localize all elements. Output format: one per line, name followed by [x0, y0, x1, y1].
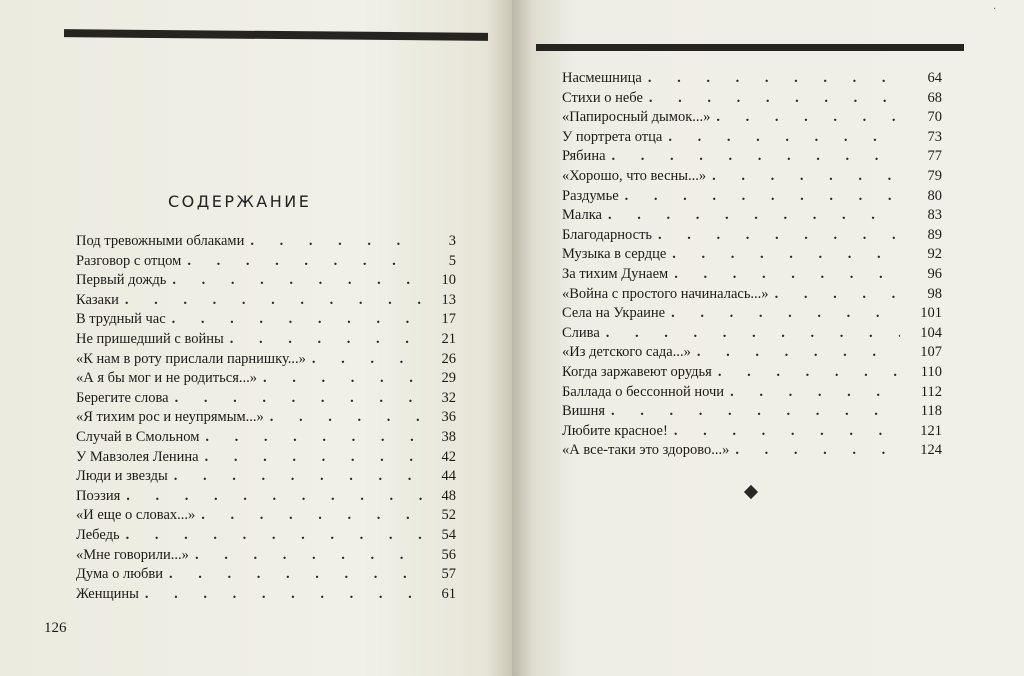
- dot-leader: [312, 350, 422, 370]
- dot-leader: [625, 187, 900, 207]
- toc-entry: [76, 546, 456, 566]
- toc-list-right: [562, 69, 942, 461]
- dot-leader: [606, 324, 900, 344]
- toc-entry-page: 92: [927, 246, 942, 263]
- toc-entry: [76, 310, 456, 330]
- toc-entry: [562, 128, 942, 148]
- contents-heading: СОДЕРЖАНИЕ: [168, 192, 312, 211]
- toc-entry-title: Вишня: [562, 403, 606, 420]
- toc-entry-title: Слива: [562, 324, 600, 341]
- toc-entry: [76, 487, 456, 507]
- dot-leader: [169, 565, 422, 585]
- toc-entry-title: «Мне говорили...»: [76, 546, 189, 563]
- toc-entry-title: «А я бы мог и не родиться...»: [76, 370, 257, 387]
- toc-entry-title: «А все-таки это здорово...»: [562, 442, 730, 459]
- toc-entry: [76, 506, 456, 526]
- dot-leader: [250, 232, 422, 252]
- toc-entry-title: Насмешница: [562, 70, 642, 86]
- toc-entry-title: Первый дождь: [76, 272, 167, 289]
- dot-leader: [270, 408, 422, 428]
- toc-entry-title: «Из детского сада...»: [562, 344, 691, 361]
- toc-entry-page: 80: [927, 187, 942, 204]
- toc-entry: [562, 265, 942, 285]
- toc-entry-page: 29: [441, 370, 456, 387]
- toc-entry: [76, 271, 456, 291]
- toc-entry-page: 124: [920, 442, 942, 459]
- toc-entry-page: 101: [920, 305, 942, 322]
- toc-entry-page: 73: [927, 128, 942, 145]
- toc-entry: [76, 565, 456, 585]
- dot-leader: [674, 265, 900, 285]
- dot-leader: [674, 422, 900, 442]
- dot-leader: [735, 441, 900, 461]
- toc-entry-page: 70: [927, 109, 942, 126]
- toc-entry-page: 32: [441, 389, 456, 406]
- paper-speck: ·: [993, 4, 997, 15]
- toc-entry-title: Когда заржавеют орудья: [562, 363, 712, 380]
- toc-entry-title: «Война с простого начиналась...»: [562, 285, 769, 302]
- toc-entry: [76, 252, 456, 272]
- toc-entry: [562, 167, 942, 187]
- dot-leader: [658, 226, 900, 246]
- toc-entry: [562, 363, 942, 383]
- toc-entry-title: Малка: [562, 207, 602, 224]
- toc-entry: [562, 147, 942, 167]
- toc-entry-page: 112: [920, 383, 942, 400]
- dot-leader: [126, 526, 422, 546]
- dot-leader: [718, 363, 900, 383]
- toc-entry-title: Стихи о небе: [562, 89, 643, 106]
- toc-entry: [562, 402, 942, 422]
- toc-entry-page: 110: [920, 363, 942, 380]
- toc-entry-page: 96: [927, 265, 942, 282]
- toc-entry-title: «К нам в роту прислали парнишку...»: [76, 350, 306, 367]
- toc-entry-title: Под тревожными облаками: [76, 233, 245, 249]
- dot-leader: [668, 128, 900, 148]
- toc-entry: [76, 389, 456, 409]
- toc-entry-page: 13: [441, 291, 456, 308]
- dot-leader: [775, 285, 900, 305]
- dot-leader: [263, 369, 422, 389]
- toc-entry-page: 89: [927, 226, 942, 243]
- dot-leader: [195, 546, 422, 566]
- toc-entry-title: Лебедь: [76, 526, 120, 543]
- toc-entry: [562, 285, 942, 305]
- toc-entry-title: Берегите слова: [76, 389, 169, 406]
- toc-entry-title: У портрета отца: [562, 128, 663, 145]
- toc-entry: [76, 526, 456, 546]
- dot-leader: [175, 389, 422, 409]
- toc-entry-title: За тихим Дунаем: [562, 265, 669, 282]
- dot-leader: [712, 167, 900, 187]
- toc-entry: [562, 108, 942, 128]
- dot-leader: [230, 330, 422, 350]
- toc-entry-title: Дума о любви: [76, 566, 164, 583]
- toc-entry-page: 44: [441, 468, 456, 485]
- dot-leader: [649, 89, 900, 109]
- right-page: [512, 0, 1024, 676]
- dot-leader: [201, 506, 422, 526]
- toc-entry-title: Случай в Смольном: [76, 428, 200, 445]
- dot-leader: [126, 487, 422, 507]
- toc-entry-title: «Папиросный дымок...»: [562, 109, 711, 126]
- dot-leader: [730, 383, 900, 403]
- toc-entry-page: 83: [927, 207, 942, 224]
- dot-leader: [145, 585, 422, 605]
- toc-entry: [76, 369, 456, 389]
- toc-entry: [562, 245, 942, 265]
- toc-entry-page: 52: [441, 507, 456, 524]
- toc-entry: [76, 585, 456, 605]
- toc-entry: [76, 428, 456, 448]
- toc-entry-title: Поэзия: [76, 487, 121, 504]
- toc-entry-title: Женщины: [76, 585, 139, 602]
- toc-entry-title: Села на Украине: [562, 305, 666, 322]
- toc-entry: [76, 291, 456, 311]
- toc-entry-page: 107: [920, 344, 942, 361]
- dot-leader: [205, 428, 422, 448]
- toc-entry: [76, 408, 456, 428]
- toc-entry-title: «И еще о словах...»: [76, 507, 196, 524]
- toc-entry: [76, 350, 456, 370]
- toc-entry: [562, 226, 942, 246]
- toc-entry: [562, 69, 942, 89]
- toc-entry-page: 68: [927, 89, 942, 106]
- toc-entry: [562, 422, 942, 442]
- toc-entry: [562, 383, 942, 403]
- dot-leader: [697, 343, 900, 363]
- toc-entry: [76, 467, 456, 487]
- toc-entry-title: Казаки: [76, 291, 119, 308]
- toc-entry: [562, 206, 942, 226]
- toc-entry-title: Благодарность: [562, 226, 653, 243]
- toc-entry-page: 21: [441, 330, 456, 347]
- toc-entry-title: Не пришедший с войны: [76, 330, 224, 347]
- toc-entry-page: 48: [441, 487, 456, 504]
- dot-leader: [187, 252, 422, 272]
- toc-entry-title: У Мавзолея Ленина: [76, 448, 199, 465]
- top-rule-left: [64, 29, 488, 41]
- toc-entry: [76, 448, 456, 468]
- toc-entry-page: 10: [441, 272, 456, 289]
- toc-list-left: [76, 232, 456, 604]
- toc-entry-page: 79: [927, 167, 942, 184]
- toc-entry: [562, 324, 942, 344]
- toc-entry-title: Раздумье: [562, 187, 619, 204]
- diamond-ornament-icon: [744, 485, 758, 499]
- dot-leader: [612, 147, 900, 167]
- dot-leader: [205, 448, 422, 468]
- dot-leader: [125, 291, 422, 311]
- toc-entry: [562, 187, 942, 207]
- toc-entry-title: В трудный час: [76, 311, 166, 328]
- toc-entry-title: Разговор с отцом: [76, 252, 182, 269]
- toc-entry-title: Люди и звезды: [76, 468, 168, 485]
- toc-entry-page: 57: [441, 566, 456, 583]
- toc-entry-page: 98: [927, 285, 942, 302]
- dot-leader: [608, 206, 900, 226]
- dot-leader: [172, 310, 422, 330]
- toc-entry-page: 26: [441, 350, 456, 367]
- dot-leader: [172, 271, 422, 291]
- dot-leader: [716, 108, 900, 128]
- toc-entry-page: 56: [441, 546, 456, 563]
- toc-entry-title: Любите красное!: [562, 422, 668, 439]
- page-number: 126: [44, 620, 67, 636]
- toc-entry: [562, 89, 942, 109]
- top-rule-right: [536, 44, 964, 51]
- toc-entry-page: 54: [441, 526, 456, 543]
- toc-entry-title: Баллада о бессонной ночи: [562, 383, 725, 400]
- toc-entry: [562, 343, 942, 363]
- dot-leader: [611, 402, 900, 422]
- toc-entry-page: 42: [441, 448, 456, 465]
- toc-entry-page: 77: [927, 148, 942, 165]
- toc-entry-page: 61: [441, 585, 456, 602]
- toc-entry: [562, 441, 942, 461]
- toc-entry-page: 38: [441, 428, 456, 445]
- dot-leader: [174, 467, 422, 487]
- toc-entry-title: Музыка в сердце: [562, 246, 667, 263]
- dot-leader: [672, 245, 900, 265]
- toc-entry-page: 118: [920, 403, 942, 420]
- toc-entry-title: Рябина: [562, 148, 606, 165]
- toc-entry-title: «Хорошо, что весны...»: [562, 167, 707, 184]
- dot-leader: [671, 304, 900, 324]
- toc-entry-title: «Я тихим рос и неупрямым...»: [76, 409, 264, 426]
- toc-entry-page: 3: [448, 233, 456, 249]
- toc-entry-page: 5: [448, 252, 456, 269]
- dot-leader: [648, 69, 900, 89]
- toc-entry-page: 36: [441, 409, 456, 426]
- toc-entry: [76, 232, 456, 252]
- toc-entry-page: 121: [920, 422, 942, 439]
- toc-entry-page: 64: [927, 70, 942, 86]
- toc-entry-page: 104: [920, 324, 942, 341]
- toc-entry: [76, 330, 456, 350]
- toc-entry: [562, 304, 942, 324]
- toc-entry-page: 17: [441, 311, 456, 328]
